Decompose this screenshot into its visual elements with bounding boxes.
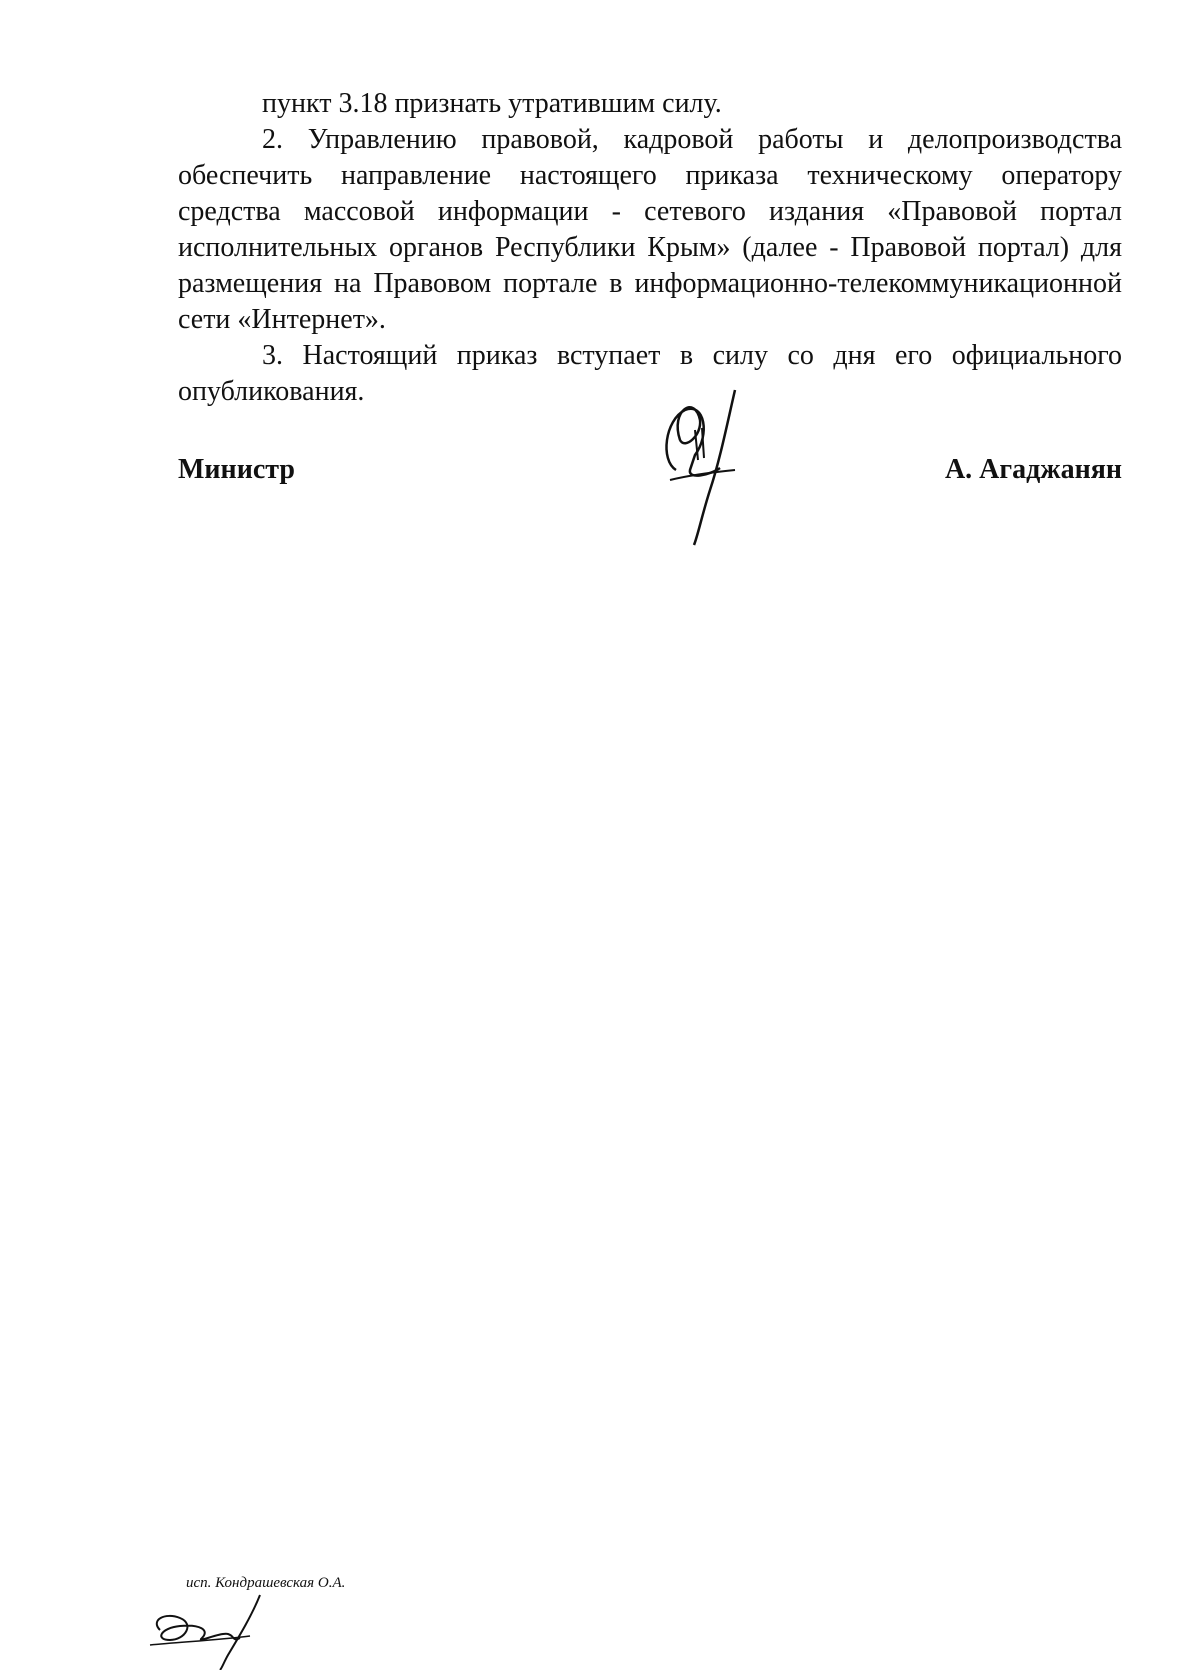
handwritten-signature-icon [640, 380, 760, 550]
signature-block [178, 440, 1122, 560]
signatory-title: Министр [178, 454, 295, 485]
signatory-name: А. Агаджанян [944, 454, 1122, 485]
executor-note: исп. Кондрашевская О.А. [186, 1575, 346, 1591]
paragraph-1: пункт 3.18 признать утратившим силу. [262, 88, 722, 119]
executor-signature-icon [140, 1590, 280, 1670]
paragraph-2: 2. Управлению правовой, кадровой работы и делопроизводства обеспечить направление настоящего приказа техническому оператору средства массовой информации - сетевого издания «Правовой портал исполнительных органов Республики Крым» (далее - Правовой портал) для размещения на Правовом портале в информационно-телекоммуникационной сети «Интернет». [178, 124, 1122, 335]
document-body [178, 86, 1122, 410]
paragraph-3: 3. Настоящий приказ вступает в силу со дня его официального опубликования. [178, 340, 1122, 407]
